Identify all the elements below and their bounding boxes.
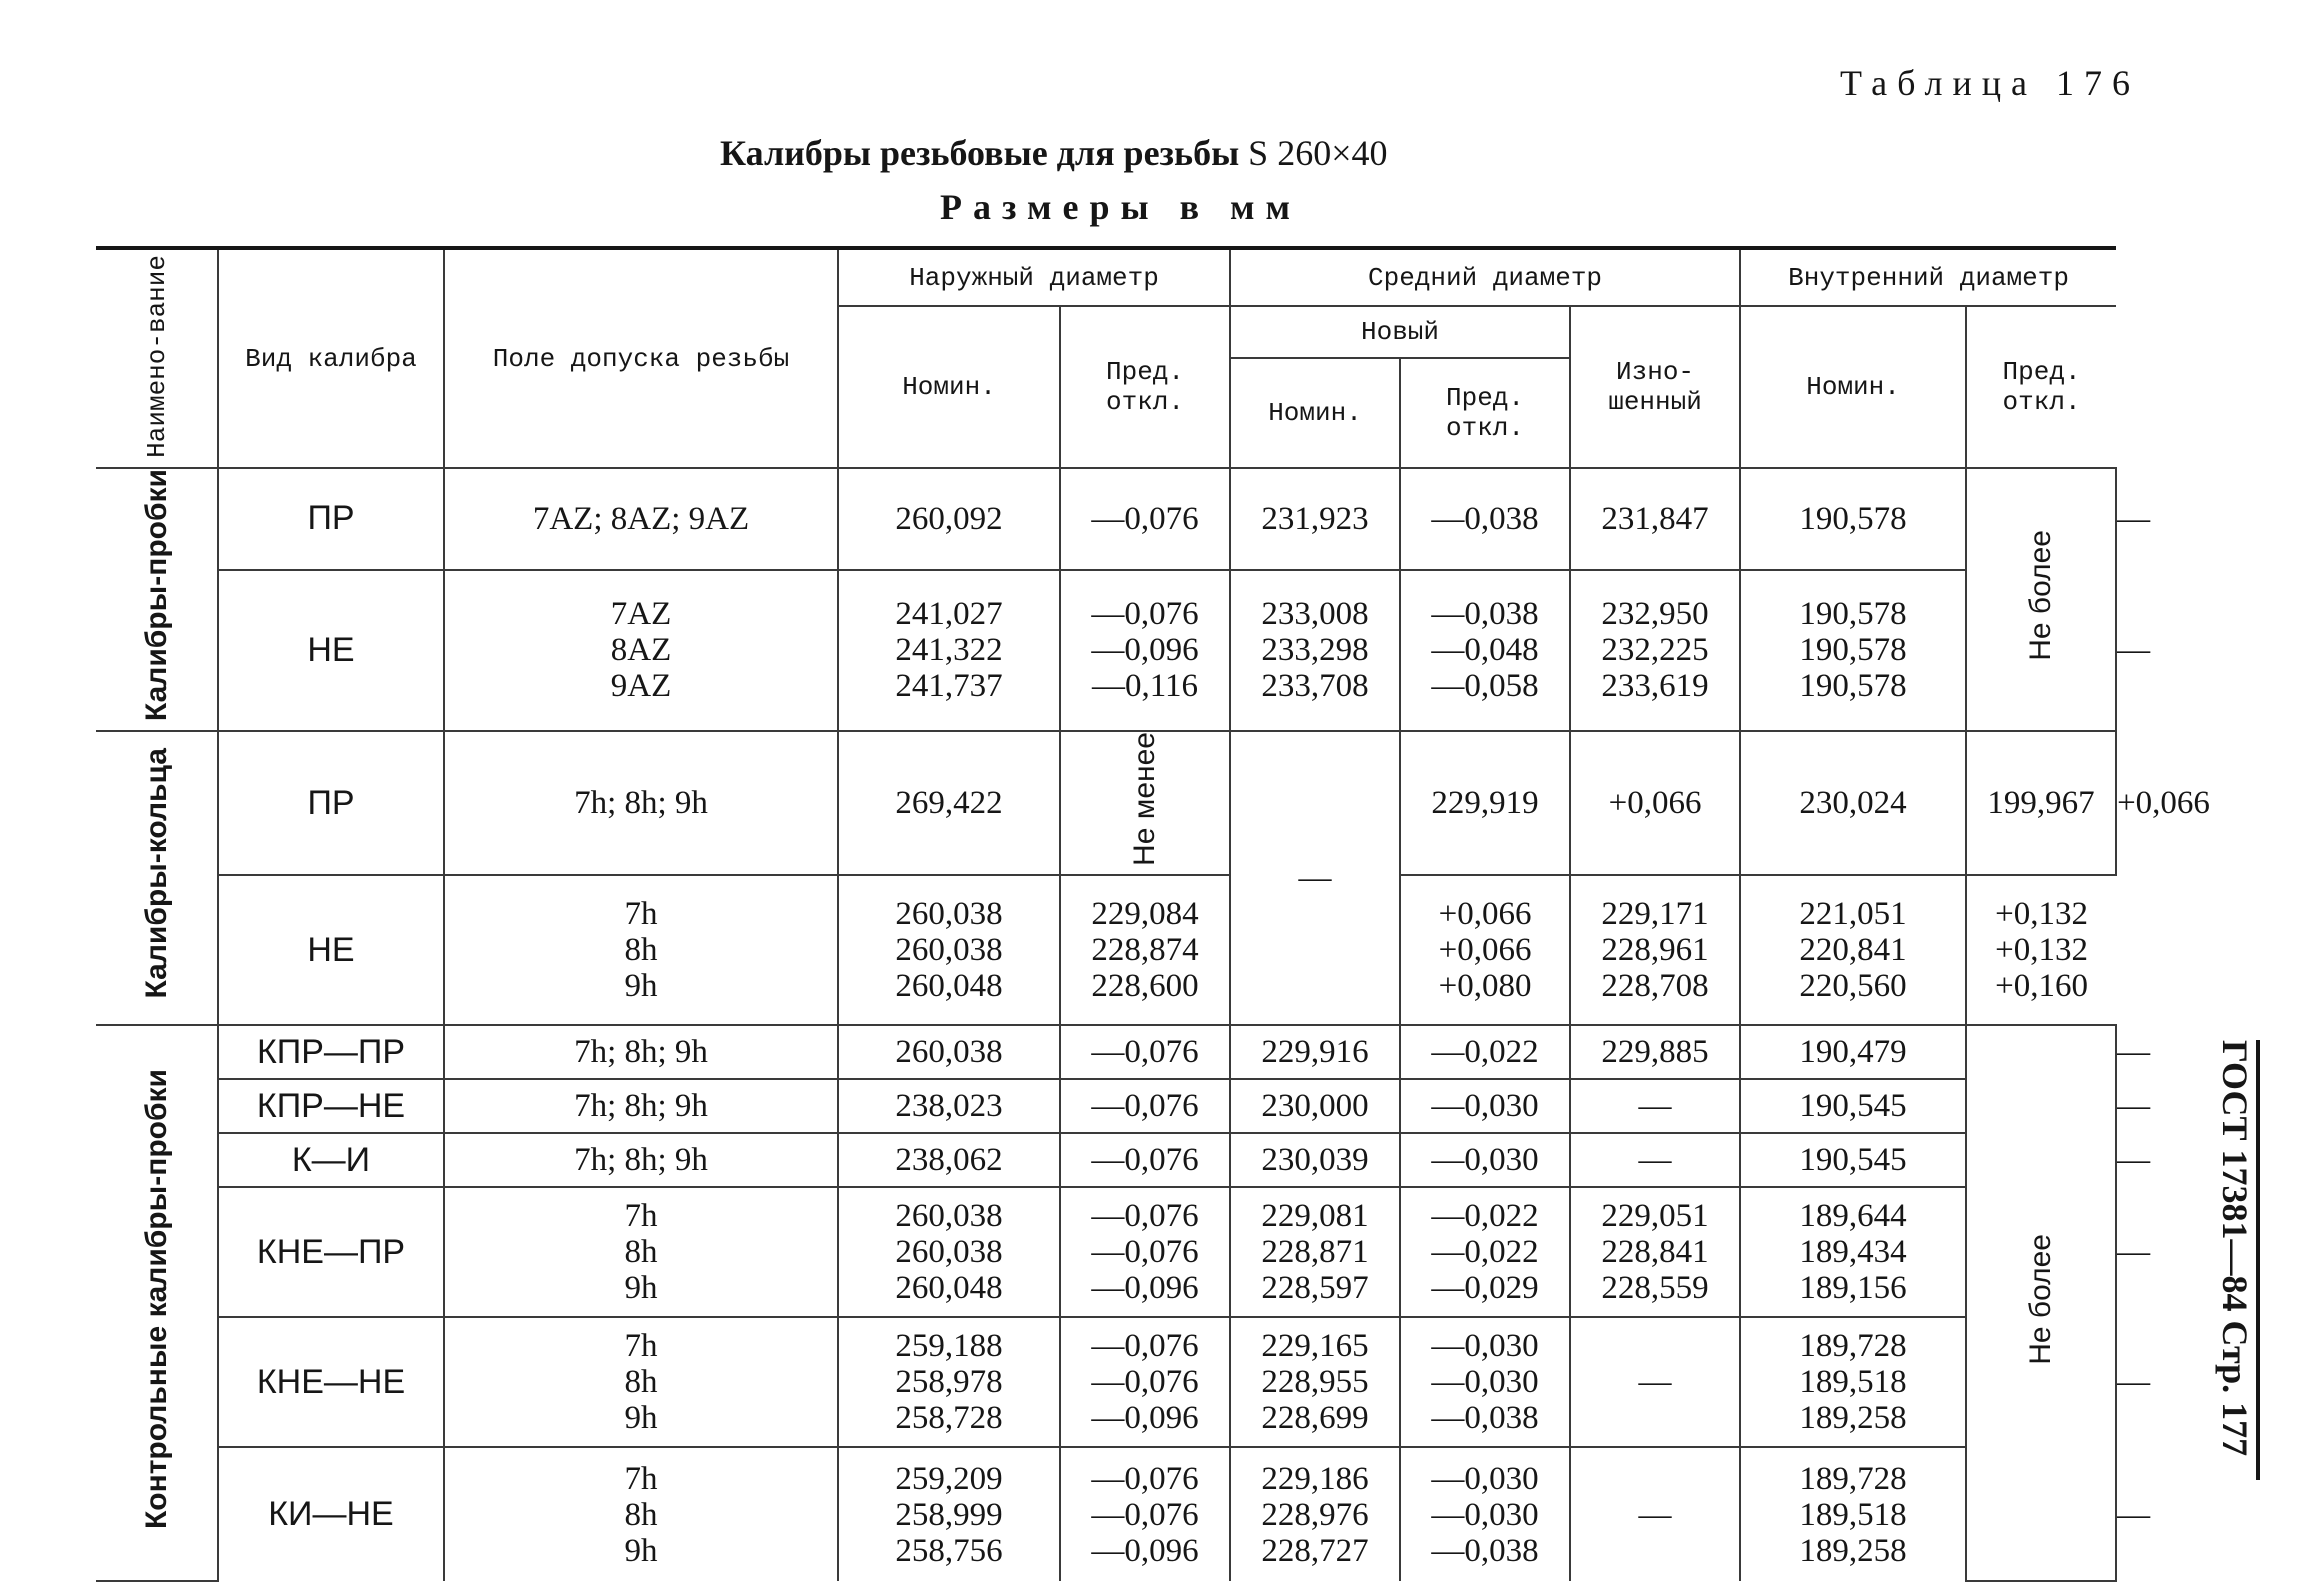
tolerance-cell bbox=[444, 1317, 838, 1447]
outer-nominal-cell bbox=[838, 570, 1060, 731]
middle-nominal-cell bbox=[1230, 1187, 1400, 1317]
table-row: Калибры-кольца ПР 7h; 8h; 9h 269,422 Не менее — 229,919 +0,066 230,024 199,967 +0,066 bbox=[96, 731, 2116, 875]
tolerance-cell-line: 8AZ bbox=[610, 632, 672, 669]
header-kind: Вид калибра bbox=[218, 248, 444, 468]
middle-deviation-cell-line: +0,066 bbox=[1608, 785, 1702, 822]
kind-cell: КНЕ—ПР bbox=[218, 1187, 444, 1317]
table-body bbox=[96, 248, 2210, 1581]
middle-nominal-cell-line: 229,186 bbox=[1261, 1460, 1369, 1497]
table-row bbox=[96, 875, 2116, 1025]
worn-cell bbox=[1570, 1025, 1740, 1079]
outer-deviation-cell-line: —0,076 bbox=[1091, 1328, 1199, 1365]
worn-cell-line: — bbox=[1638, 1142, 1672, 1179]
tolerance-cell bbox=[444, 1025, 838, 1079]
inner-nominal-cell-line: 190,578 bbox=[1799, 668, 1907, 705]
not-more-note-control-text: Не более bbox=[2024, 1233, 2058, 1365]
outer-deviation-cell-line: —0,076 bbox=[1091, 1142, 1199, 1179]
kind-cell: НЕ bbox=[218, 570, 444, 731]
tolerance-cell bbox=[444, 1187, 838, 1317]
tolerance-cell-line: 8h bbox=[624, 1234, 658, 1271]
tolerance-cell-line: 7h; 8h; 9h bbox=[574, 785, 708, 822]
kind-cell: КПР—НЕ bbox=[218, 1079, 444, 1133]
header-row-1 bbox=[96, 248, 2116, 306]
middle-deviation-cell-line: —0,022 bbox=[1431, 1234, 1539, 1271]
table-title bbox=[720, 132, 1600, 174]
worn-cell bbox=[1570, 875, 1740, 1025]
table-row: КПР—НЕ 7h; 8h; 9h 238,023 —0,076 230,000 —0,030 — 190,545 — bbox=[96, 1079, 2116, 1133]
outer-nominal-cell-line: 258,728 bbox=[895, 1400, 1003, 1437]
tolerance-cell-line: 9h bbox=[624, 1270, 658, 1307]
inner-nominal-cell bbox=[1740, 1447, 1966, 1581]
inner-deviation-cell-line: +0,132 bbox=[1995, 896, 2088, 933]
middle-deviation-cell-line: —0,038 bbox=[1431, 500, 1539, 537]
header-tolerance: Поле допуска резьбы bbox=[444, 248, 838, 468]
middle-deviation-cell-line: —0,038 bbox=[1431, 1532, 1539, 1569]
outer-nominal-cell-line: 260,038 bbox=[895, 932, 1003, 969]
outer-deviation-cell-line: —0,076 bbox=[1091, 596, 1199, 633]
middle-nominal-cell bbox=[1230, 468, 1400, 570]
middle-deviation-cell bbox=[1400, 468, 1570, 570]
inner-nominal-cell-line: 190,545 bbox=[1799, 1088, 1907, 1125]
kind-cell: К—И bbox=[218, 1133, 444, 1187]
kind-cell: ПР bbox=[218, 468, 444, 570]
middle-deviation-cell-line: —0,038 bbox=[1431, 1400, 1539, 1437]
middle-nominal-cell bbox=[1060, 875, 1230, 1025]
header-outer-deviation: Пред. откл. bbox=[1060, 306, 1230, 468]
inner-nominal-cell-line: 190,479 bbox=[1799, 1034, 1907, 1071]
worn-cell-line: 228,708 bbox=[1601, 968, 1709, 1005]
middle-deviation-cell-line: —0,030 bbox=[1431, 1142, 1539, 1179]
kind-cell: КИ—НЕ bbox=[218, 1447, 444, 1581]
outer-nominal-cell-line: 258,756 bbox=[895, 1532, 1003, 1569]
outer-nominal-cell-line: 260,038 bbox=[895, 896, 1003, 933]
outer-nominal-cell-line: 260,092 bbox=[895, 500, 1003, 537]
middle-deviation-cell-line: +0,066 bbox=[1438, 896, 1532, 933]
outer-deviation-cell-line: —0,076 bbox=[1091, 1364, 1199, 1401]
outer-nominal-cell-line: 269,422 bbox=[895, 785, 1003, 822]
inner-nominal-cell bbox=[1740, 1079, 1966, 1133]
outer-nominal-cell bbox=[838, 468, 1060, 570]
tolerance-cell-line: 7h bbox=[624, 1328, 658, 1365]
inner-nominal-cell bbox=[1740, 1187, 1966, 1317]
not-more-note-plugs bbox=[1966, 468, 2116, 731]
kind-cell: НЕ bbox=[218, 875, 444, 1025]
outer-nominal-cell-line: 258,978 bbox=[895, 1364, 1003, 1401]
table-row: КНЕ—НЕ 7h 8h 9h 259,188 258,978 258,728 —0,076 —0,076 —0,096 229,165 228,955 228,699 —0,030 —0,030 —0,038 — 189,728 189,518 189,258 — bbox=[96, 1317, 2116, 1447]
middle-deviation-cell bbox=[1400, 1447, 1570, 1581]
inner-nominal-cell-line: 189,644 bbox=[1799, 1198, 1907, 1235]
inner-nominal-cell-line: 190,578 bbox=[1799, 596, 1907, 633]
inner-nominal-cell-line: 220,841 bbox=[1799, 932, 1907, 969]
middle-nominal-cell-line: 228,597 bbox=[1261, 1270, 1369, 1307]
worn-cell-line: 232,225 bbox=[1601, 632, 1709, 669]
group-control-label: Контрольные калибры-пробки bbox=[139, 1068, 173, 1529]
outer-deviation-cell bbox=[1230, 731, 1400, 1025]
header-middle-deviation: Пред. откл. bbox=[1400, 358, 1570, 468]
header-worn: Изно-шенный bbox=[1570, 306, 1740, 468]
outer-deviation-cell-line: —0,076 bbox=[1091, 1088, 1199, 1125]
middle-nominal-cell-line: 228,955 bbox=[1261, 1364, 1369, 1401]
outer-deviation-cell-line: —0,096 bbox=[1091, 1532, 1199, 1569]
worn-cell bbox=[1570, 570, 1740, 731]
middle-deviation-cell-line: +0,080 bbox=[1438, 968, 1532, 1005]
table-row: Контрольные калибры-пробки КПР—ПР 7h; 8h; 9h 260,038 —0,076 229,916 —0,022 229,885 190,479 Не более — bbox=[96, 1025, 2116, 1079]
middle-nominal-cell-line: 228,976 bbox=[1261, 1496, 1369, 1533]
outer-deviation-cell bbox=[1060, 570, 1230, 731]
worn-cell-line: 228,559 bbox=[1601, 1270, 1709, 1307]
inner-nominal-cell-line: 221,051 bbox=[1799, 896, 1907, 933]
outer-nominal-cell bbox=[838, 1133, 1060, 1187]
outer-deviation-cell-line: —0,096 bbox=[1091, 1400, 1199, 1437]
worn-cell-line: 229,885 bbox=[1601, 1034, 1709, 1071]
middle-deviation-cell bbox=[1400, 1187, 1570, 1317]
tolerance-cell-line: 7AZ; 8AZ; 9AZ bbox=[532, 500, 750, 537]
tolerance-cell-line: 9h bbox=[624, 968, 658, 1005]
middle-nominal-cell-line: 228,600 bbox=[1091, 968, 1199, 1005]
outer-nominal-cell-line: 238,062 bbox=[895, 1142, 1003, 1179]
middle-deviation-cell-line: —0,058 bbox=[1431, 668, 1539, 705]
group-control bbox=[96, 1025, 218, 1581]
outer-nominal-cell bbox=[838, 1079, 1060, 1133]
inner-nominal-cell-line: 189,518 bbox=[1799, 1496, 1907, 1533]
title-thread: S 260×40 bbox=[1248, 133, 1388, 173]
tolerance-cell bbox=[444, 1133, 838, 1187]
outer-deviation-cell-line: —0,076 bbox=[1091, 1234, 1199, 1271]
tolerance-cell-line: 7h bbox=[624, 1460, 658, 1497]
outer-nominal-cell-line: 241,322 bbox=[895, 632, 1003, 669]
middle-deviation-cell-line: —0,022 bbox=[1431, 1198, 1539, 1235]
header-outer-nominal: Номин. bbox=[838, 306, 1060, 468]
middle-deviation-cell-line: —0,030 bbox=[1431, 1460, 1539, 1497]
header-middle-nominal: Номин. bbox=[1230, 358, 1400, 468]
outer-nominal-cell-line: 258,999 bbox=[895, 1496, 1003, 1533]
inner-nominal-cell bbox=[1740, 875, 1966, 1025]
kind-cell: КНЕ—НЕ bbox=[218, 1317, 444, 1447]
header-name bbox=[96, 248, 218, 468]
worn-cell bbox=[1570, 1079, 1740, 1133]
outer-deviation-cell bbox=[1060, 1133, 1230, 1187]
outer-nominal-cell bbox=[838, 1187, 1060, 1317]
worn-cell bbox=[1570, 468, 1740, 570]
header-name-text: Наимено-вание bbox=[141, 254, 172, 458]
tolerance-cell-line: 9h bbox=[624, 1532, 658, 1569]
middle-deviation-cell bbox=[1400, 1317, 1570, 1447]
outer-nominal-cell bbox=[838, 1317, 1060, 1447]
outer-deviation-cell-line: —0,076 bbox=[1091, 1198, 1199, 1235]
inner-nominal-cell-line: 190,578 bbox=[1799, 632, 1907, 669]
header-outer-diameter: Наружный диаметр bbox=[838, 248, 1230, 306]
middle-deviation-cell-line: —0,030 bbox=[1431, 1496, 1539, 1533]
inner-nominal-cell-line: 189,728 bbox=[1799, 1460, 1907, 1497]
inner-nominal-cell bbox=[1740, 1133, 1966, 1187]
outer-nominal-cell-line: 238,023 bbox=[895, 1088, 1003, 1125]
outer-deviation-cell bbox=[1060, 1187, 1230, 1317]
middle-nominal-cell bbox=[1230, 570, 1400, 731]
middle-deviation-cell bbox=[1400, 1133, 1570, 1187]
group-plugs-label: Калибры-пробки bbox=[139, 469, 173, 722]
header-inner-deviation: Пред. откл. bbox=[1966, 306, 2116, 468]
tolerance-cell bbox=[444, 731, 838, 875]
not-less-note bbox=[1060, 731, 1230, 875]
inner-nominal-cell bbox=[1966, 731, 2116, 875]
inner-nominal-cell-line: 189,518 bbox=[1799, 1364, 1907, 1401]
middle-nominal-cell bbox=[1230, 1317, 1400, 1447]
header-inner-diameter: Внутренний диаметр bbox=[1740, 248, 2116, 306]
worn-cell-line: 228,841 bbox=[1601, 1234, 1709, 1271]
outer-deviation-cell-line: —0,096 bbox=[1091, 632, 1199, 669]
middle-deviation-cell bbox=[1400, 570, 1570, 731]
outer-deviation-cell bbox=[1060, 1447, 1230, 1581]
middle-deviation-cell-line: —0,030 bbox=[1431, 1088, 1539, 1125]
group-rings-label: Калибры-кольца bbox=[139, 748, 173, 999]
outer-nominal-cell-line: 260,038 bbox=[895, 1034, 1003, 1071]
worn-cell-line: 230,024 bbox=[1799, 785, 1907, 822]
worn-cell bbox=[1570, 1447, 1740, 1581]
outer-deviation-cell-line: —0,096 bbox=[1091, 1270, 1199, 1307]
worn-cell-line: — bbox=[1638, 1496, 1672, 1533]
middle-deviation-cell bbox=[1400, 1079, 1570, 1133]
inner-nominal-cell-line: 189,728 bbox=[1799, 1328, 1907, 1365]
tolerance-cell-line: 7AZ bbox=[610, 596, 672, 633]
worn-cell-line: 232,950 bbox=[1601, 596, 1709, 633]
middle-deviation-cell-line: —0,048 bbox=[1431, 632, 1539, 669]
table-row: НЕ 7AZ 8AZ 9AZ 241,027 241,322 241,737 —0,076 —0,096 —0,116 233,008 233,298 233,708 —0,038 —0,048 —0,058 232,950 232,225 233,619 190,578 190,578 190,578 — bbox=[96, 570, 2116, 731]
outer-nominal-cell bbox=[838, 1025, 1060, 1079]
worn-cell bbox=[1570, 1133, 1740, 1187]
side-standard-label bbox=[2196, 1040, 2260, 1480]
inner-nominal-cell bbox=[1740, 468, 1966, 570]
tolerance-cell-line: 7h; 8h; 9h bbox=[574, 1034, 708, 1071]
tolerance-cell-line: 8h bbox=[624, 932, 658, 969]
worn-cell bbox=[1570, 1187, 1740, 1317]
title-text: Калибры резьбовые для резьбы bbox=[720, 133, 1240, 173]
middle-deviation-cell-line: —0,038 bbox=[1431, 596, 1539, 633]
outer-nominal-cell-line: 241,027 bbox=[895, 596, 1003, 633]
middle-nominal-cell bbox=[1400, 731, 1570, 875]
tolerance-cell-line: 7h; 8h; 9h bbox=[574, 1142, 708, 1179]
group-plugs bbox=[96, 468, 218, 731]
inner-nominal-cell-line: 190,545 bbox=[1799, 1142, 1907, 1179]
tolerance-cell-line: 7h bbox=[624, 896, 658, 933]
outer-deviation-cell-line: — bbox=[1298, 860, 1332, 897]
outer-deviation-cell-line: —0,076 bbox=[1091, 1460, 1199, 1497]
middle-nominal-cell bbox=[1230, 1133, 1400, 1187]
kind-cell: ПР bbox=[218, 731, 444, 875]
inner-deviation-cell bbox=[1966, 875, 2116, 1025]
not-more-note-plugs-text: Не более bbox=[2024, 530, 2058, 661]
outer-deviation-cell bbox=[1060, 468, 1230, 570]
worn-cell-line: 233,619 bbox=[1601, 668, 1709, 705]
worn-cell-line: — bbox=[1638, 1088, 1672, 1125]
tolerance-cell-line: 8h bbox=[624, 1364, 658, 1401]
inner-deviation-cell-line: +0,160 bbox=[1995, 968, 2088, 1005]
middle-nominal-cell bbox=[1230, 1079, 1400, 1133]
side-standard-text: ГОСТ 17381—84 Стр. 177 bbox=[2215, 1040, 2255, 1457]
middle-deviation-cell-line: —0,029 bbox=[1431, 1270, 1539, 1307]
tolerance-cell-line: 7h bbox=[624, 1198, 658, 1235]
middle-nominal-cell-line: 233,008 bbox=[1261, 596, 1369, 633]
inner-nominal-cell-line: 189,434 bbox=[1799, 1234, 1907, 1271]
middle-nominal-cell-line: 233,708 bbox=[1261, 668, 1369, 705]
header-inner-nominal: Номин. bbox=[1740, 306, 1966, 468]
middle-nominal-cell-line: 228,871 bbox=[1261, 1234, 1369, 1271]
outer-nominal-cell-line: 260,038 bbox=[895, 1198, 1003, 1235]
middle-nominal-cell-line: 233,298 bbox=[1261, 632, 1369, 669]
tolerance-cell-line: 7h; 8h; 9h bbox=[574, 1088, 708, 1125]
middle-nominal-cell-line: 229,081 bbox=[1261, 1198, 1369, 1235]
middle-nominal-cell bbox=[1230, 1447, 1400, 1581]
middle-nominal-cell bbox=[1230, 1025, 1400, 1079]
tolerance-cell-line: 9h bbox=[624, 1400, 658, 1437]
tolerance-cell bbox=[444, 570, 838, 731]
middle-deviation-cell-line: —0,030 bbox=[1431, 1364, 1539, 1401]
kind-cell: КПР—ПР bbox=[218, 1025, 444, 1079]
outer-nominal-cell-line: 260,048 bbox=[895, 968, 1003, 1005]
inner-nominal-cell-line: 189,156 bbox=[1799, 1270, 1907, 1307]
calibers-table bbox=[96, 246, 2210, 1582]
table-row: КНЕ—ПР 7h 8h 9h 260,038 260,038 260,048 —0,076 —0,076 —0,096 229,081 228,871 228,597 —0,022 —0,022 —0,029 229,051 228,841 228,559 189,644 189,434 189,156 — bbox=[96, 1187, 2116, 1317]
middle-deviation-cell-line: —0,030 bbox=[1431, 1328, 1539, 1365]
outer-deviation-cell bbox=[1060, 1025, 1230, 1079]
middle-nominal-cell-line: 230,000 bbox=[1261, 1088, 1369, 1125]
middle-nominal-cell-line: 229,165 bbox=[1261, 1328, 1369, 1365]
middle-nominal-cell-line: 230,039 bbox=[1261, 1142, 1369, 1179]
middle-nominal-cell-line: 231,923 bbox=[1261, 500, 1369, 537]
worn-cell-line: 229,051 bbox=[1601, 1198, 1709, 1235]
outer-nominal-cell-line: 260,048 bbox=[895, 1270, 1003, 1307]
tolerance-cell-line: 8h bbox=[624, 1496, 658, 1533]
not-less-note-text: Не менее bbox=[1128, 732, 1161, 867]
worn-cell bbox=[1740, 731, 1966, 875]
outer-deviation-cell-line: —0,076 bbox=[1091, 1034, 1199, 1071]
inner-nominal-cell-line: 189,258 bbox=[1799, 1400, 1907, 1437]
tolerance-cell-line: 9AZ bbox=[610, 668, 672, 705]
inner-nominal-cell bbox=[1740, 1025, 1966, 1079]
middle-nominal-cell-line: 229,084 bbox=[1091, 896, 1199, 933]
middle-deviation-cell-line: +0,066 bbox=[1438, 932, 1532, 969]
outer-nominal-cell bbox=[838, 731, 1060, 875]
inner-nominal-cell-line: 190,578 bbox=[1799, 500, 1907, 537]
worn-cell-line: 229,171 bbox=[1601, 896, 1709, 933]
outer-deviation-cell-line: —0,116 bbox=[1091, 668, 1199, 705]
not-more-note-control bbox=[1966, 1025, 2116, 1581]
outer-nominal-cell-line: 259,209 bbox=[895, 1460, 1003, 1497]
worn-cell-line: 231,847 bbox=[1601, 500, 1709, 537]
inner-nominal-cell-line: 220,560 bbox=[1799, 968, 1907, 1005]
middle-nominal-cell-line: 229,916 bbox=[1261, 1034, 1369, 1071]
tolerance-cell bbox=[444, 1079, 838, 1133]
tolerance-cell bbox=[444, 1447, 838, 1581]
tolerance-cell bbox=[444, 875, 838, 1025]
middle-nominal-cell-line: 228,727 bbox=[1261, 1532, 1369, 1569]
middle-nominal-cell-line: 229,919 bbox=[1431, 785, 1539, 822]
outer-nominal-cell-line: 241,737 bbox=[895, 668, 1003, 705]
worn-cell-line: 228,961 bbox=[1601, 932, 1709, 969]
group-rings bbox=[96, 731, 218, 1025]
middle-nominal-cell-line: 228,874 bbox=[1091, 932, 1199, 969]
outer-nominal-cell-line: 260,038 bbox=[895, 1234, 1003, 1271]
table-number: Таблица 176 bbox=[1840, 63, 2140, 103]
outer-deviation-cell-line: —0,076 bbox=[1091, 500, 1199, 537]
inner-nominal-cell bbox=[1740, 570, 1966, 731]
worn-cell bbox=[1570, 1317, 1740, 1447]
middle-deviation-cell bbox=[1570, 731, 1740, 875]
inner-nominal-cell-line: 199,967 bbox=[1987, 785, 2095, 822]
middle-deviation-cell bbox=[1400, 875, 1570, 1025]
middle-deviation-cell bbox=[1400, 1025, 1570, 1079]
outer-nominal-cell bbox=[838, 875, 1060, 1025]
inner-nominal-cell bbox=[1740, 1317, 1966, 1447]
outer-nominal-cell bbox=[838, 1447, 1060, 1581]
middle-deviation-cell-line: —0,022 bbox=[1431, 1034, 1539, 1071]
tolerance-cell bbox=[444, 468, 838, 570]
table-row: К—И 7h; 8h; 9h 238,062 —0,076 230,039 —0,030 — 190,545 — bbox=[96, 1133, 2116, 1187]
table-row: Калибры-пробки ПР 7AZ; 8AZ; 9AZ 260,092 —0,076 231,923 —0,038 231,847 190,578 Не более — bbox=[96, 468, 2116, 570]
inner-nominal-cell-line: 189,258 bbox=[1799, 1532, 1907, 1569]
header-new: Новый bbox=[1230, 306, 1570, 358]
outer-nominal-cell-line: 259,188 bbox=[895, 1328, 1003, 1365]
outer-deviation-cell bbox=[1060, 1079, 1230, 1133]
header-middle-diameter: Средний диаметр bbox=[1230, 248, 1740, 306]
outer-deviation-cell bbox=[1060, 1317, 1230, 1447]
inner-deviation-cell-line: +0,132 bbox=[1995, 932, 2088, 969]
table-row: КИ—НЕ 7h 8h 9h 259,209 258,999 258,756 —0,076 —0,076 —0,096 229,186 228,976 228,727 —0,030 —0,030 —0,038 — 189,728 189,518 189,258 — bbox=[96, 1447, 2116, 1581]
middle-nominal-cell-line: 228,699 bbox=[1261, 1400, 1369, 1437]
outer-deviation-cell-line: —0,076 bbox=[1091, 1496, 1199, 1533]
units-caption: Размеры в мм bbox=[940, 187, 1302, 227]
worn-cell-line: — bbox=[1638, 1364, 1672, 1401]
